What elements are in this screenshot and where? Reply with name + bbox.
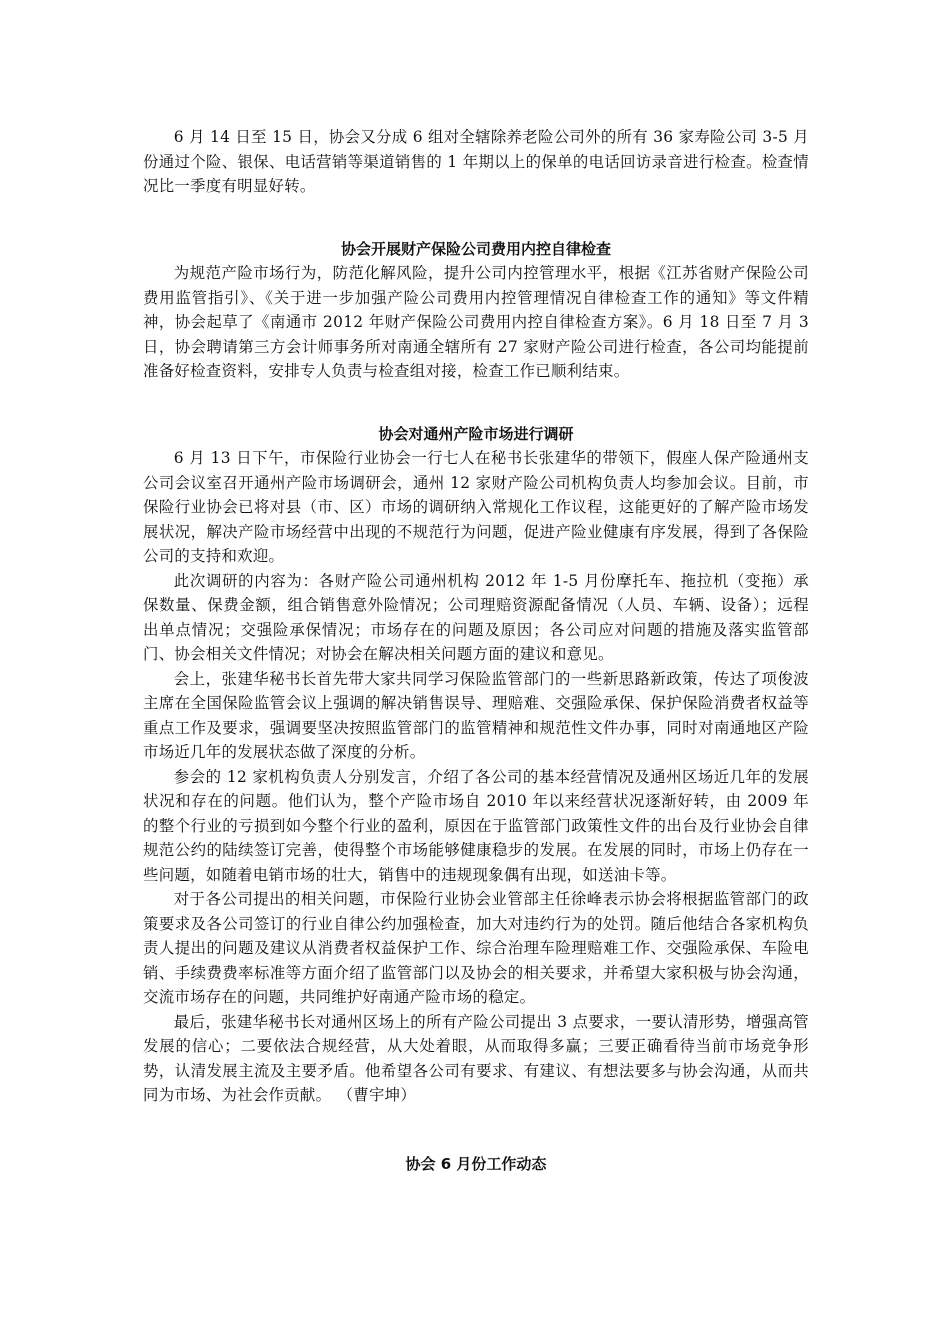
paragraph: 此次调研的内容为：各财产险公司通州机构 2012 年 1-5 月份摩托车、拖拉机（变拖）承保数量、保费金额，组合销售意外险情况；公司理赔资源配备情况（人员、车辆、设备）；远程出单点情况；交强险承保情况；市场存在的问题及原因；各公司应对问题的措施及落实监管部门、协会相关文件情况；对协会在解决相关问题方面的建议和意见。 [143,571,809,663]
section-heading: 协会 6 月份工作动态 [405,1154,547,1173]
section-heading: 协会对通州产险市场进行调研 [378,424,574,443]
section-june-activities [143,1152,809,1177]
paragraph: 对于各公司提出的相关问题，市保险行业协会业管部主任徐峰表示协会将根据监管部门的政策要求及各公司签订的行业自律公约加强检查，加大对违约行为的处罚。随后他结合各家机构负责人提出的问题及建议从消费者权益保护工作、综合治理车险理赔难工作、交强险承保、车险电销、手续费费率标准等方面介绍了监管部门以及协会的相关要求，并希望大家积极与协会沟通，交流市场存在的问题，共同维护好南通产险市场的稳定。 [143,890,809,1006]
paragraph-text: 最后，张建华秘书长对通州区场上的所有产险公司提出 3 点要求，一要认清形势，增强高管发展的信心；二要依法合规经营，从大处着眼，从而取得多赢；三要正确看待当前市场竞争形势，认清发展主流及主要矛盾。他希望各公司有要求、有建议、有想法要多与协会沟通，从而共同为市场、为社会作贡献。 [143,1012,809,1104]
paragraph: 会上，张建华秘书长首先带大家共同学习保险监管部门的一些新思路新政策，传达了项俊波主席在全国保险监管会议上强调的解决销售误导、理赔难、交强险承保、保护保险消费者权益等重点工作及要求，强调要坚决按照监管部门的监管精神和规范性文件办事，同时对南通地区产险市场近几年的发展状态做了深度的分析。 [143,669,809,761]
paragraph: 参会的 12 家机构负责人分别发言，介绍了各公司的基本经营情况及通州区场近几年的发展状况和存在的问题。他们认为，整个产险市场自 2010 年以来经营状况逐渐好转，由 2009 年的整个行业的亏损到如今整个行业的盈利，原因在于监管部门政策性文件的出台及行业协会自律规范公约的陆续签订完善，使得整个市场能够健康稳步的发展。在发展的同时，市场上仍存在一些问题，如随着电销市场的壮大，销售中的违规现象偶有出现，如送油卡等。 [143,767,809,884]
paragraph: 为规范产险市场行为，防范化解风险，提升公司内控管理水平，根据《江苏省财产保险公司费用监管指引》、《关于进一步加强产险公司费用内控管理情况自律检查工作的通知》等文件精神，协会起草了《南通市 2012 年财产保险公司费用内控自律检查方案》。6 月 18 日至 7 月 3 日，协会聘请第三方会计师事务所对南通全辖所有 27 家财产险公司进行检查，各公司均能提前准备好检查资料，安排专人负责与检查组对接，检查工作已顺利结束。 [143,264,809,380]
section-tongzhou-survey [143,422,809,1108]
document-page [143,125,809,1176]
paragraph: 6 月 13 日下午，市保险行业协会一行七人在秘书长张建华的带领下，假座人保产险通州支公司会议室召开通州产险市场调研会，通州 12 家财产险公司机构负责人均参加会议。目前，市保险行业协会已将对县（市、区）市场的调研纳入常规化工作议程，这能更好的了解产险市场发展状况，解决产险市场经营中出现的不规范行为问题，促进产险业健康有序发展，得到了各保险公司的支持和欢迎。 [143,449,809,565]
section-expense-inspection [143,237,809,384]
section-intro [143,125,809,199]
paragraph: 6 月 14 日至 15 日，协会又分成 6 组对全辖除养老险公司外的所有 36 家寿险公司 3-5 月份通过个险、银保、电话营销等渠道销售的 1 年期以上的保单的电话回访录音进行检查。检查情况比一季度有明显好转。 [143,128,809,195]
author-signature: （曹宇坤） [345,1086,417,1104]
section-heading: 协会开展财产保险公司费用内控自律检查 [340,239,611,258]
last-paragraph [143,1010,809,1108]
